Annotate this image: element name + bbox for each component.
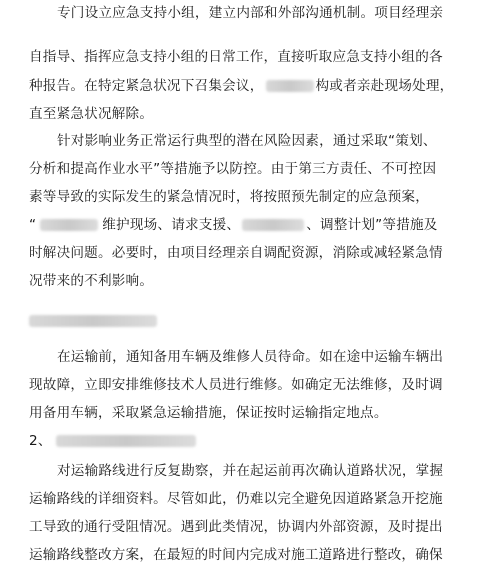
paragraph-line: 种报告。在特定紧急状况下召集会议， 构或者亲赴现场处理， [29,78,454,94]
paragraph-line: 现故障，立即安排维修技术人员进行维修。如确定无法维修，及时调 [29,377,443,393]
redacted-text [29,315,157,327]
paragraph-line: 自指导、指挥应急支持小组的日常工作，直接听取应急支持小组的各 [29,49,443,65]
redacted-text [40,219,98,231]
paragraph-line: “ 维护现场、请求支援、 、调整计划”等措施及 [29,217,438,233]
redacted-text [56,435,196,447]
redacted-text [266,80,314,92]
paragraph-line: 对运输路线进行反复勘察，并在起运前再次确认道路状况，掌握 [57,463,444,479]
paragraph-line: 在运输前，通知备用车辆及维修人员待命。如在途中运输车辆出 [57,349,444,365]
paragraph-line: 运输路线整改方案，在最短的时间内完成对施工道路进行整改，确保 [29,547,443,563]
paragraph-line: 针对影响业务正常运行典型的潜在风险因素，通过采取“策划、 [57,133,437,149]
paragraph-line: 工导致的通行受阻情况。遇到此类情况，协调内外部资源，及时提出 [29,519,443,535]
paragraph-line: 分析和提高作业水平”等措施予以防控。由于第三方责任、不可控因 [29,161,437,177]
paragraph-line: 况带来的不利影响。 [29,273,154,289]
redacted-text [242,219,304,231]
paragraph-line: 专门设立应急支持小组，建立内部和外部沟通机制。项目经理亲 [57,5,444,21]
paragraph-line: 时解决问题。必要时，由项目经理亲自调配资源，消除或减轻紧急情 [29,245,443,261]
paragraph-line: 运输路线的详细资料。尽管如此，仍难以完全避免因道路紧急开挖施 [29,491,443,507]
paragraph-line: 直至紧急状况解除。 [29,106,154,122]
paragraph-line: 素等导致的实际发生的紧急情况时，将按照预先制定的应急预案， [29,189,430,205]
section-heading [0,311,467,331]
paragraph-line: 用备用车辆，采取紧急运输措施，保证按时运输指定地点。 [29,405,388,421]
section-heading: 2、 [0,431,467,451]
